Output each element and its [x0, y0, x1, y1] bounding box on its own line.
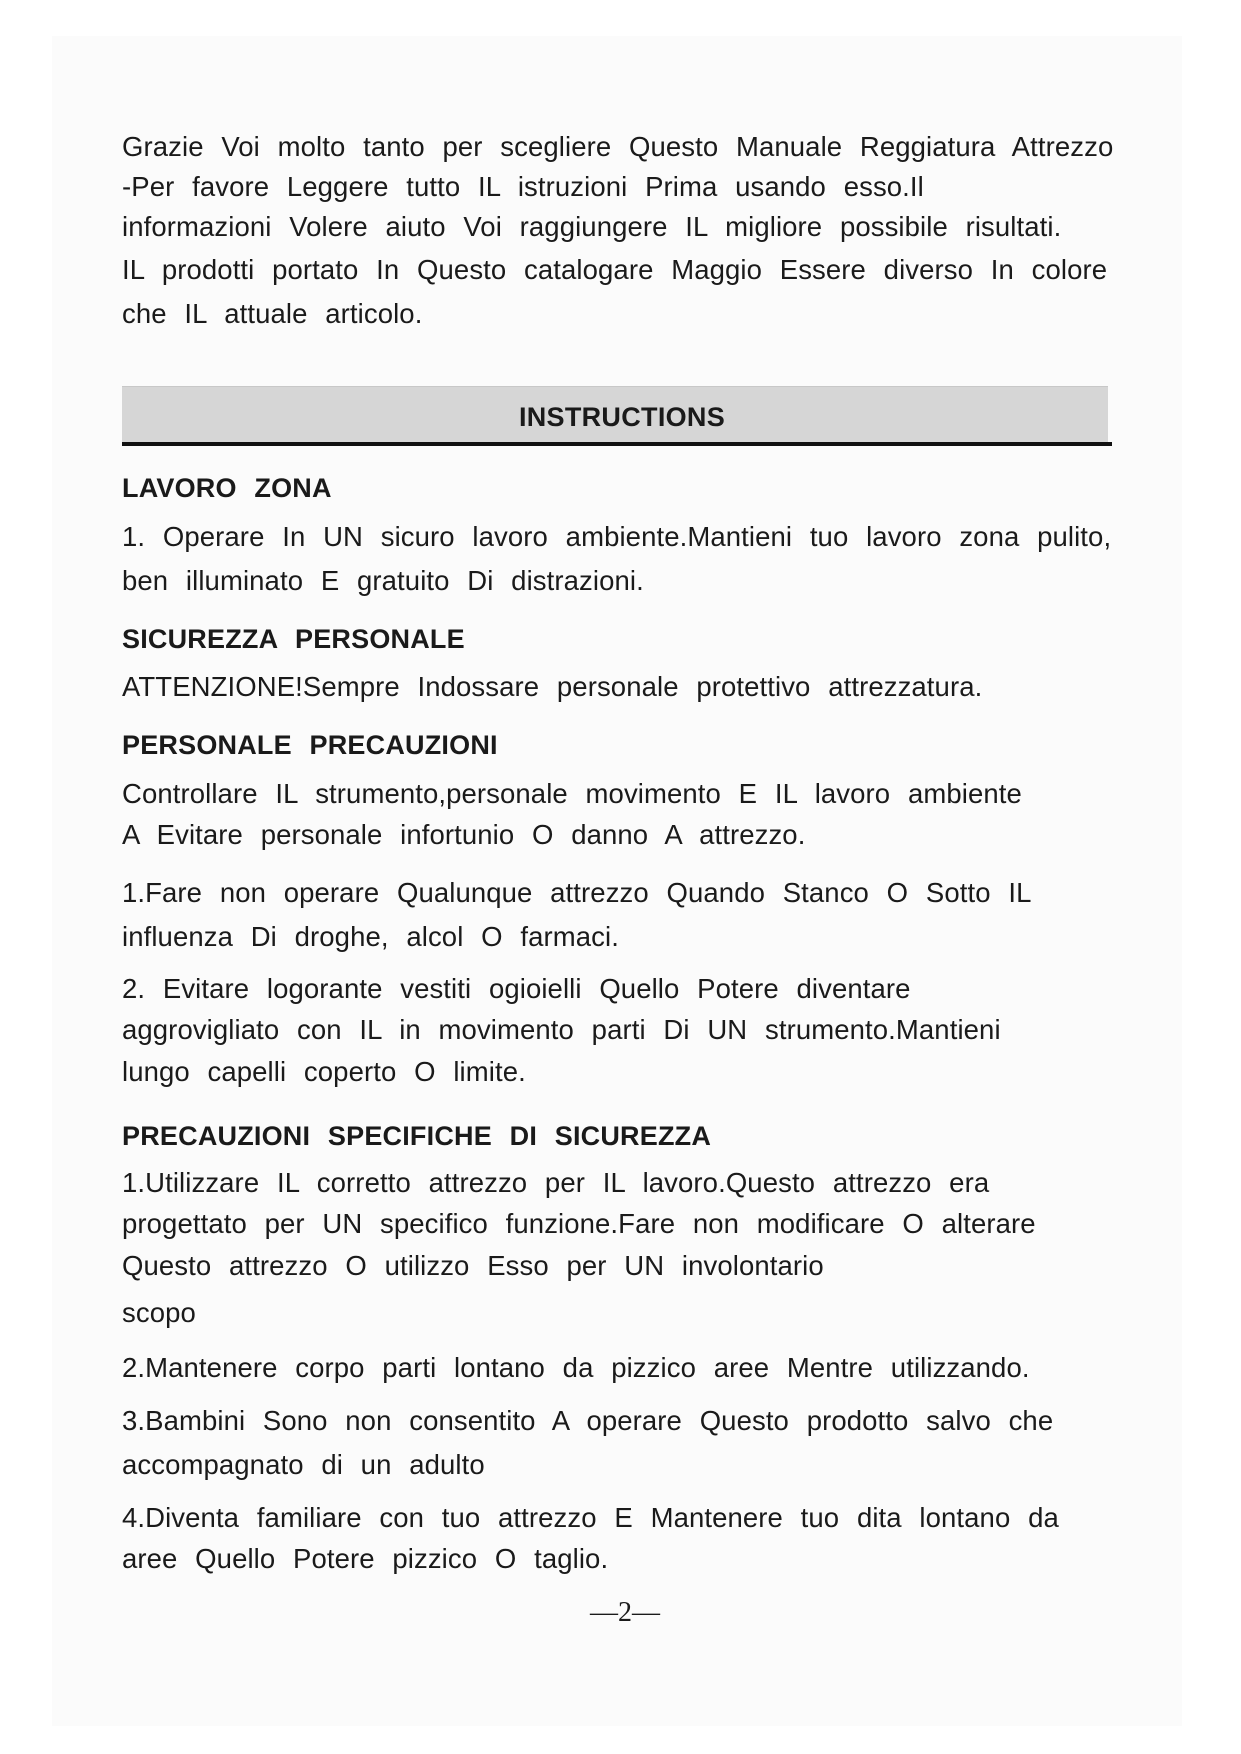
personal-precautions-line: 2. Evitare logorante vestiti ogioielli Quello Potere diventare — [122, 973, 911, 1004]
specific-precautions-line: 1.Utilizzare IL corretto attrezzo per IL lavoro.Questo attrezzo era — [122, 1167, 990, 1198]
specific-precautions-line: progettato per UN specifico funzione.Fare non modificare O alterare — [122, 1208, 1036, 1239]
personal-precautions-line: influenza Di droghe, alcol O farmaci. — [122, 921, 619, 952]
section-heading-specific-precautions: PRECAUZIONI SPECIFICHE DI SICUREZZA — [122, 1121, 712, 1151]
section-heading-work-area: LAVORO ZONA — [122, 473, 332, 503]
personal-precautions-line: lungo capelli coperto O limite. — [122, 1056, 526, 1087]
specific-precautions-line: 4.Diventa familiare con tuo attrezzo E Mantenere tuo dita lontano da — [122, 1502, 1059, 1533]
specific-precautions-line: accompagnato di un adulto — [122, 1449, 485, 1480]
specific-precautions-line: Questo attrezzo O utilizzo Esso per UN involontario — [122, 1250, 824, 1281]
work-area-line: ben illuminato E gratuito Di distrazioni. — [122, 565, 644, 596]
personal-precautions-line: aggrovigliato con IL in movimento parti Di UN strumento.Mantieni — [122, 1014, 1001, 1045]
personal-safety-line: ATTENZIONE!Sempre Indossare personale protettivo attrezzatura. — [122, 671, 983, 702]
intro-line: IL prodotti portato In Questo catalogare Maggio Essere diverso In colore — [122, 254, 1108, 285]
intro-line: -Per favore Leggere tutto IL istruzioni Prima usando esso.Il — [122, 171, 924, 202]
specific-precautions-line: scopo — [122, 1297, 196, 1328]
intro-line: informazioni Volere aiuto Voi raggiungere IL migliore possibile risultati. — [122, 211, 1062, 242]
instructions-title: INSTRUCTIONS — [518, 402, 726, 432]
banner-underline — [122, 442, 1112, 446]
page-number: —2— — [590, 1597, 660, 1628]
intro-line: che IL attuale articolo. — [122, 298, 423, 329]
specific-precautions-line: 2.Mantenere corpo parti lontano da pizzico aree Mentre utilizzando. — [122, 1352, 1030, 1383]
work-area-line: 1. Operare In UN sicuro lavoro ambiente.Mantieni tuo lavoro zona pulito, — [122, 521, 1112, 552]
specific-precautions-line: aree Quello Potere pizzico O taglio. — [122, 1543, 609, 1574]
specific-precautions-line: 3.Bambini Sono non consentito A operare Questo prodotto salvo che — [122, 1405, 1054, 1436]
personal-precautions-line: Controllare IL strumento,personale movimento E IL lavoro ambiente — [122, 778, 1022, 809]
section-heading-personal-precautions: PERSONALE PRECAUZIONI — [122, 730, 498, 760]
intro-line: Grazie Voi molto tanto per scegliere Questo Manuale Reggiatura Attrezzo — [122, 131, 1114, 162]
section-heading-personal-safety: SICUREZZA PERSONALE — [122, 624, 465, 654]
personal-precautions-line: 1.Fare non operare Qualunque attrezzo Quando Stanco O Sotto IL — [122, 877, 1032, 908]
personal-precautions-line: A Evitare personale infortunio O danno A attrezzo. — [122, 819, 806, 850]
